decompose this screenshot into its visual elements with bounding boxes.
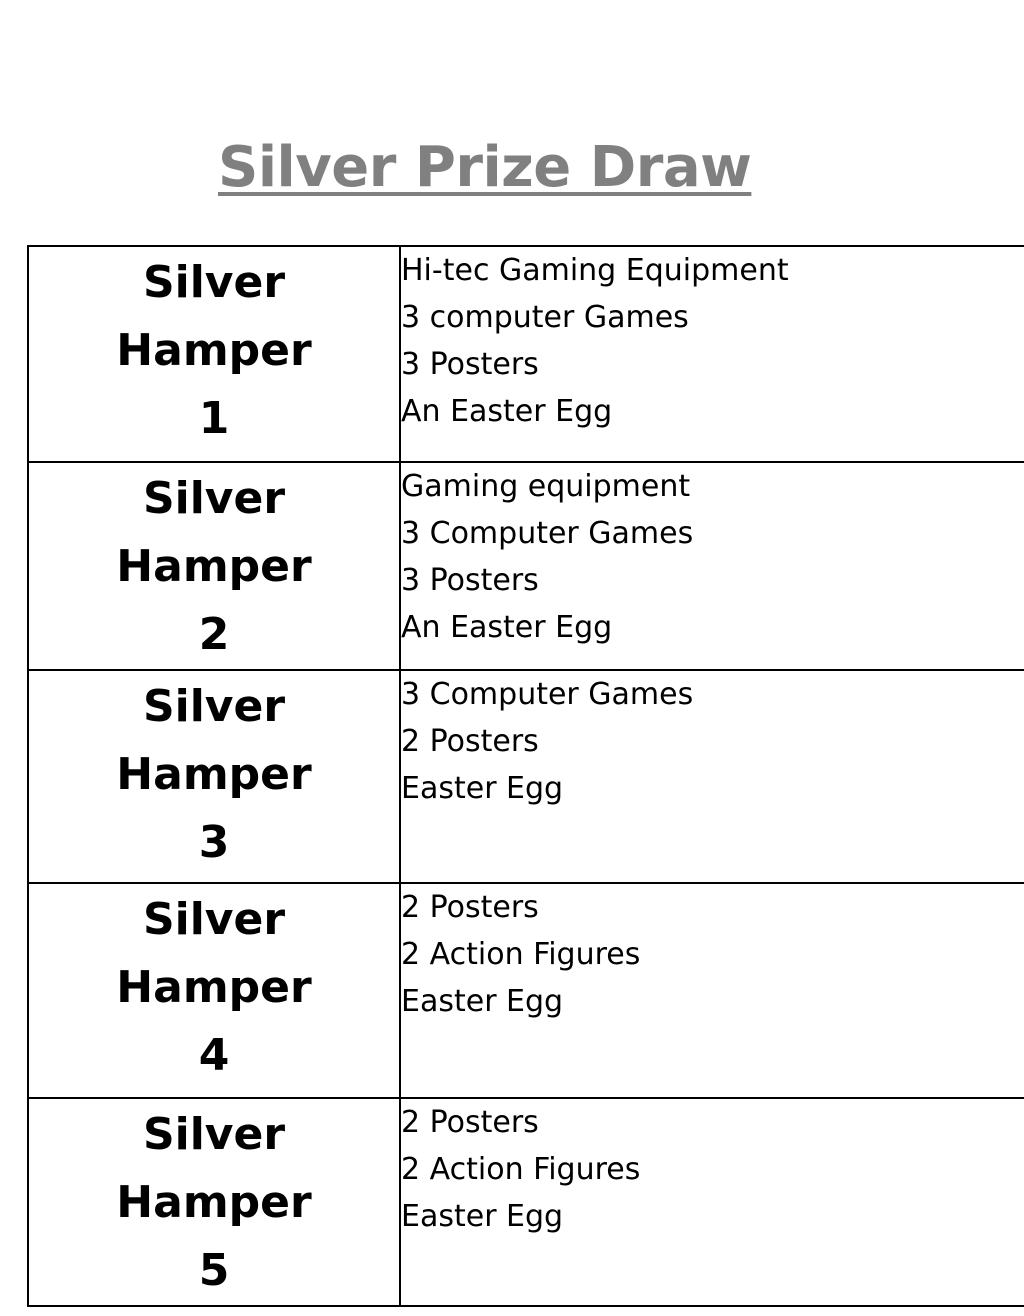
prize-item: 2 Posters	[401, 890, 539, 925]
hamper-label: Silver	[142, 681, 286, 732]
prize-item: An Easter Egg	[401, 610, 613, 645]
hamper-items-cell	[400, 1098, 1024, 1306]
hamper-label: Hamper	[116, 962, 312, 1013]
hamper-name-cell	[28, 246, 400, 462]
prize-item: Easter Egg	[401, 984, 564, 1019]
prize-item: 2 Posters	[401, 724, 539, 759]
hamper-label: Hamper	[116, 1177, 312, 1228]
hamper-items-cell	[400, 246, 1024, 462]
hamper-number: 4	[198, 1030, 230, 1081]
prize-table	[27, 245, 1024, 1307]
prize-item: 3 Posters	[401, 563, 539, 598]
prize-item: An Easter Egg	[401, 394, 613, 429]
hamper-items-cell	[400, 462, 1024, 670]
hamper-label: Silver	[142, 473, 286, 524]
prize-list	[401, 884, 1024, 1025]
prize-item: 3 computer Games	[401, 300, 689, 335]
prize-list	[401, 463, 1024, 651]
hamper-name-cell	[28, 462, 400, 670]
hamper-name-cell	[28, 1098, 400, 1306]
hamper-name-cell	[28, 883, 400, 1098]
hamper-number: 5	[198, 1245, 230, 1296]
hamper-label: Silver	[142, 257, 286, 308]
hamper-label: Silver	[142, 894, 286, 945]
hamper-label: Hamper	[116, 749, 312, 800]
hamper-label: Hamper	[116, 541, 312, 592]
table-row	[28, 462, 1024, 670]
table-row	[28, 1098, 1024, 1306]
hamper-number: 2	[198, 609, 230, 660]
prize-item: 3 Computer Games	[401, 516, 694, 551]
hamper-items-cell	[400, 883, 1024, 1098]
prize-item: 2 Action Figures	[401, 1152, 641, 1187]
prize-list	[401, 1099, 1024, 1240]
hamper-items-cell	[400, 670, 1024, 883]
hamper-name-cell	[28, 670, 400, 883]
prize-item: 2 Posters	[401, 1105, 539, 1140]
prize-list	[401, 247, 1024, 435]
hamper-number: 3	[198, 817, 230, 868]
prize-item: Easter Egg	[401, 771, 564, 806]
table-row	[28, 883, 1024, 1098]
prize-item: 3 Posters	[401, 347, 539, 382]
prize-item: Gaming equipment	[401, 469, 691, 504]
table-row	[28, 246, 1024, 462]
hamper-number: 1	[198, 393, 230, 444]
hamper-label: Hamper	[116, 325, 312, 376]
hamper-label: Silver	[142, 1109, 286, 1160]
prize-item: 2 Action Figures	[401, 937, 641, 972]
table-row	[28, 670, 1024, 883]
prize-item: 3 Computer Games	[401, 677, 694, 712]
prize-item: Easter Egg	[401, 1199, 564, 1234]
page-title: Silver Prize Draw	[218, 135, 752, 200]
prize-list	[401, 671, 1024, 812]
prize-item: Hi-tec Gaming Equipment	[401, 253, 789, 288]
